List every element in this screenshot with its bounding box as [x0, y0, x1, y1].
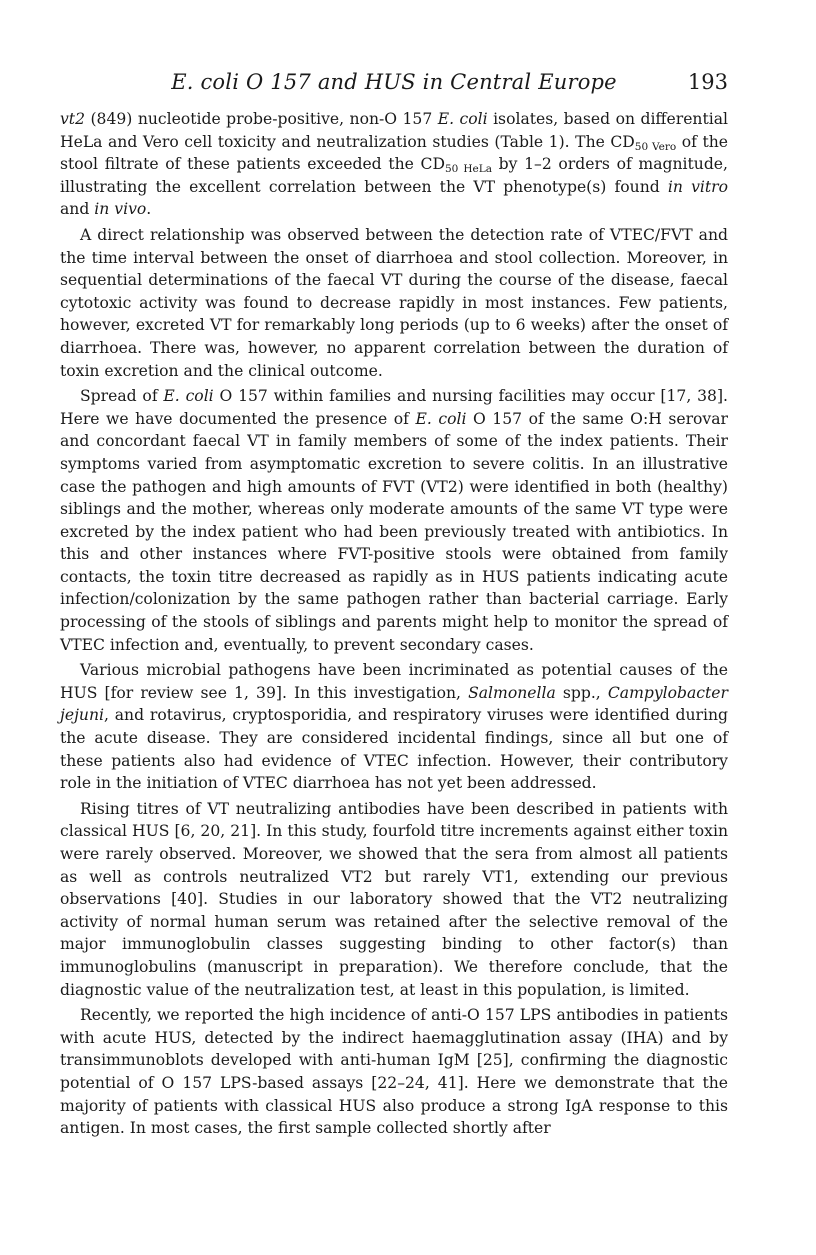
text-run: .	[146, 200, 152, 219]
running-title	[60, 70, 728, 94]
organism-name: Salmonella	[468, 683, 556, 702]
article-body	[60, 108, 728, 1140]
running-title-rest: O 157 and HUS in Central Europe	[239, 70, 617, 94]
latin-term: in vitro	[667, 177, 728, 196]
subscript: 50 Vero	[634, 140, 677, 153]
text-run: of the stool filtrate of these patients exceeded the CD	[60, 132, 728, 174]
paragraph-5: Rising titres of VT neutralizing antibodies have been described in patients with classical HUS [6, 20, 21]. In this study, fourfold titre increments against either toxin were rarely observed. Moreover, we showed that the sera from almost all patients as well as controls neutralized VT2 but rarely VT1, extending our previous observations [40]. Studies in our laboratory showed that the VT2 neutralizing activity of normal human serum was retained after the selective removal of the major immunoglobulin classes suggesting binding to other factor(s) than immunoglobulins (manuscript in preparation). We therefore conclude, that the diagnostic value of the neutralization test, at least in this population, is limited.	[60, 799, 728, 999]
text-run: (849) nucleotide probe-positive, non-O 157	[85, 110, 438, 128]
organism-name: E. coli	[437, 110, 488, 128]
running-title-organism: E. coli	[171, 70, 240, 94]
subscript: 50 HeLa	[444, 163, 492, 176]
running-head	[60, 68, 728, 108]
text-run: by 1–2 orders of magnitude, illustrating the excellent correlation between the VT phenotype(s) found	[60, 155, 728, 196]
text-run: spp.,	[555, 683, 608, 702]
paragraph-6: Recently, we reported the high incidence of anti-O 157 LPS antibodies in patients with acute HUS, detected by the indirect haemagglutination assay (IHA) and by transimmunoblots developed with anti-human IgM [25], confirming the diagnostic potential of O 157 LPS-based assays [22–24, 41]. Here we demonstrate that the majority of patients with classical HUS also produce a strong IgA response to this antigen. In most cases, the first sample collected shortly after	[60, 1006, 728, 1138]
text-run: O 157 within families and nursing facilities may occur [17, 38]. Here we have documented the presence of	[60, 387, 728, 428]
text-run: Spread of	[80, 387, 164, 406]
text-run: Various microbial pathogens have been incriminated as potential causes of the HUS [for review see 1, 39]. In this investigation,	[60, 661, 728, 702]
organism-name: E. coli	[163, 387, 214, 406]
journal-page	[60, 68, 728, 1143]
page-number: 193	[687, 70, 728, 94]
text-run: , and rotavirus, cryptosporidia, and respiratory viruses were identified during the acute disease. They are considered incidental findings, since all but one of these patients also had evidence of VTEC infection. However, their contributory role in the initiation of VTEC diarrhoea has not yet been addressed.	[60, 706, 728, 793]
latin-term: in vivo	[94, 200, 147, 219]
paragraph-2: A direct relationship was observed between the detection rate of VTEC/FVT and the time interval between the onset of diarrhoea and stool collection. Moreover, in sequential determinations of the faecal VT during the course of the disease, faecal cytotoxic activity was found to decrease rapidly in most instances. Few patients, however, excreted VT for remarkably long periods (up to 6 weeks) after the onset of diarrhoea. There was, however, no apparent correlation between the duration of toxin excretion and the clinical outcome.	[60, 225, 728, 380]
paragraph-3	[60, 385, 728, 656]
text-run: and	[60, 200, 95, 219]
paragraph-1	[60, 108, 728, 221]
paragraph-4	[60, 659, 728, 795]
text-run: isolates, based on differential HeLa and Vero cell toxicity and neutralization studies (Table 1). The CD	[60, 110, 729, 151]
organism-name: E. coli	[415, 409, 467, 428]
text-run: O 157 of the same O:H serovar and concordant faecal VT in family members of some of the index patients. Their symptoms varied from asymptomatic excretion to severe colitis. In an illustrative case the pathogen and high amounts of FVT (VT2) were identified in both (healthy) siblings and the mother, whereas only moderate amounts of the same VT type were excreted by the index patient who had been previously treated with antibiotics. In this and other instances where FVT-positive stools were obtained from family contacts, the toxin titre decreased as rapidly as in HUS patients indicating acute infection/colonization by the same pathogen rather than bacterial carriage. Early processing of the stools of siblings and parents might help to monitor the spread of VTEC infection and, eventually, to prevent secondary cases.	[60, 409, 728, 654]
gene-name: vt2	[60, 110, 85, 128]
organism-name: Campylobacter jejuni	[60, 683, 728, 725]
